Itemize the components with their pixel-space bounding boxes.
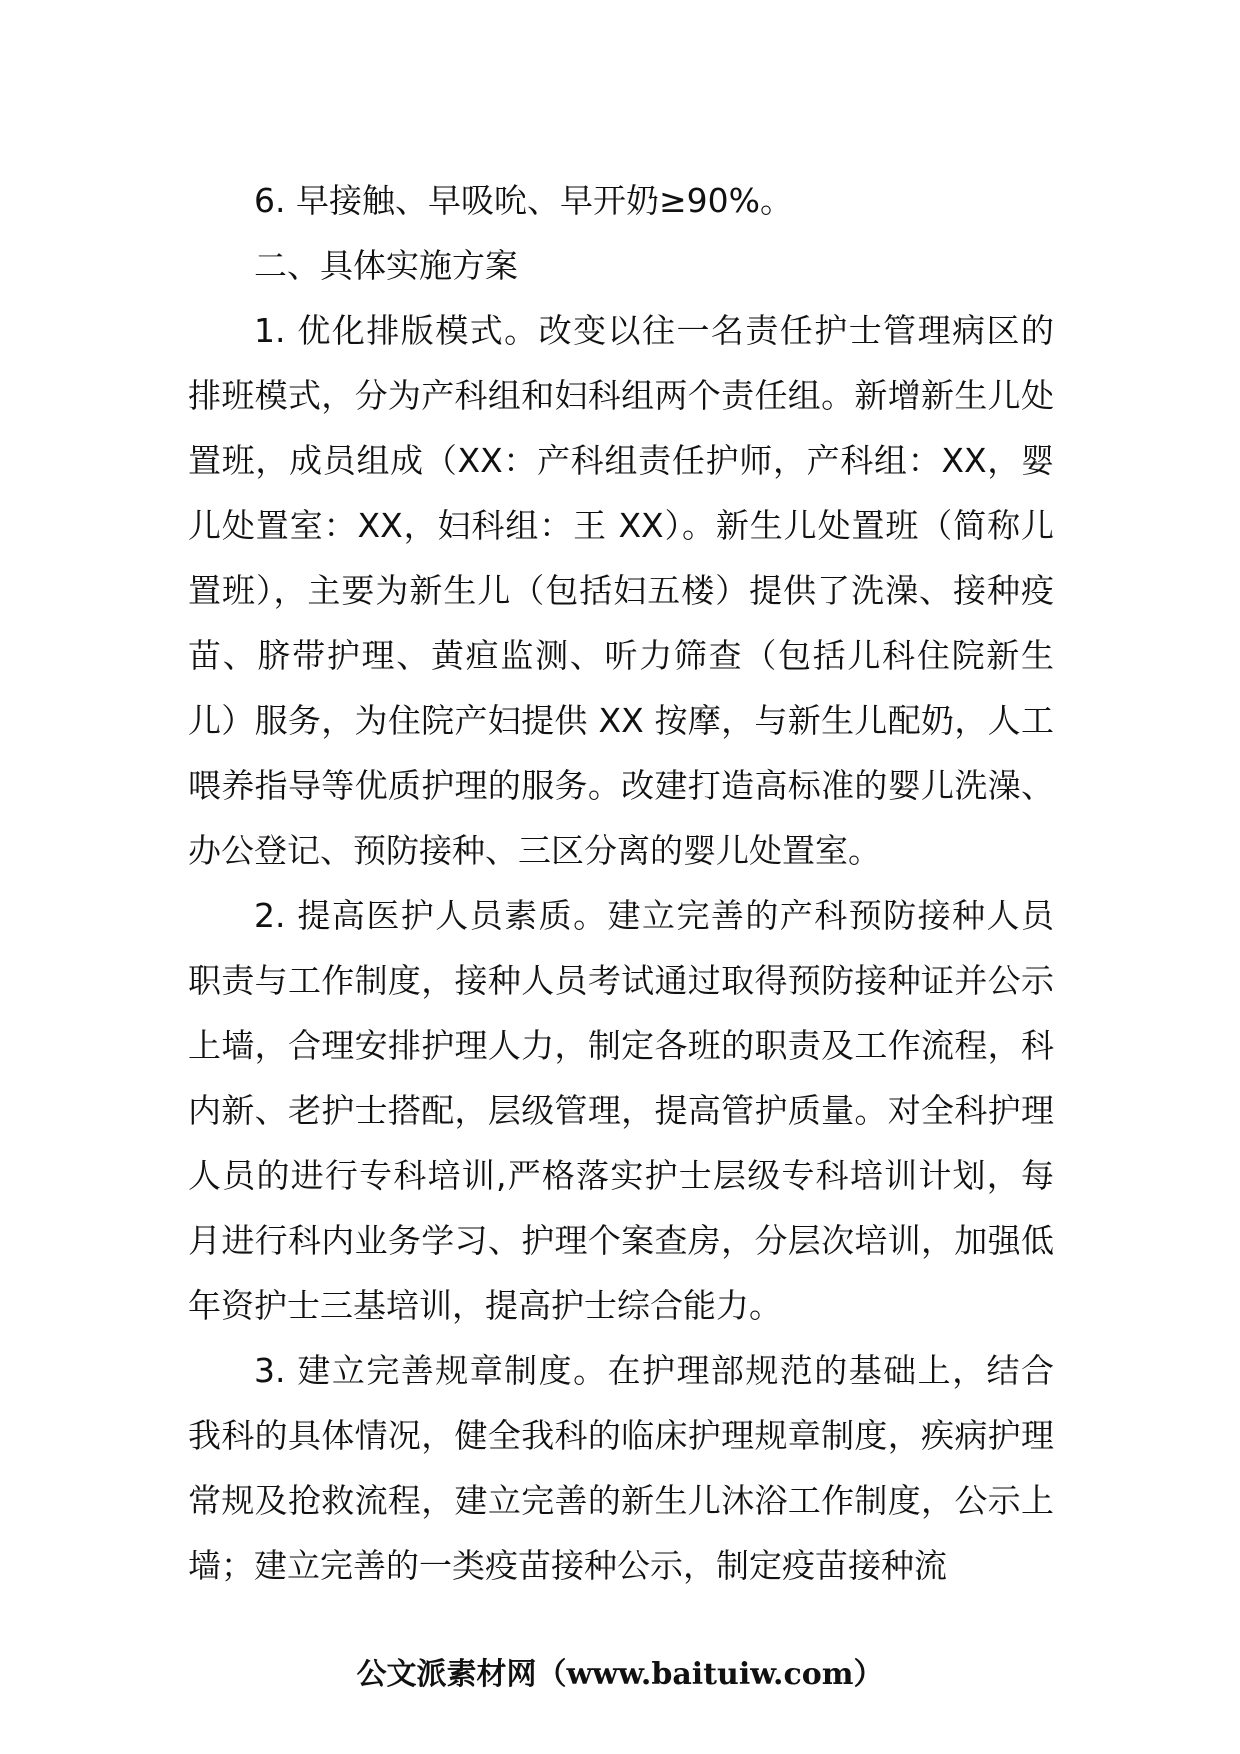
paragraph-target-item-6: 6. 早接触、早吸吮、早开奶≥90%。 [254, 181, 793, 220]
document-body [188, 168, 1054, 1598]
paragraph-establish-regulations: 3. 建立完善规章制度。在护理部规范的基础上，结合我科的具体情况，健全我科的临床护理规章制度，疾病护理常规及抢救流程，建立完善的新生儿沐浴工作制度，公示上墙；建立完善的一类疫苗接种公示，制定疫苗接种流 [188, 1351, 1054, 1585]
paragraph-improve-staff-quality: 2. 提高医护人员素质。建立完善的产科预防接种人员职责与工作制度，接种人员考试通过取得预防接种证并公示上墙，合理安排护理人力，制定各班的职责及工作流程，科内新、老护士搭配，层级管理，提高管护质量。对全科护理人员的进行专科培训,严格落实护士层级专科培训计划，每月进行科内业务学习、护理个案查房，分层次培训，加强低年资护士三基培训，提高护士综合能力。 [188, 896, 1054, 1325]
paragraph-optimize-scheduling: 1. 优化排版模式。改变以往一名责任护士管理病区的排班模式，分为产科组和妇科组两个责任组。新增新生儿处置班，成员组成（XX：产科组责任护师，产科组：XX，婴儿处置室：XX，妇科组：王 XX）。新生儿处置班（简称儿置班），主要为新生儿（包括妇五楼）提供了洗澡、接种疫苗、脐带护理、黄疸监测、听力筛查（包括儿科住院新生儿）服务，为住院产妇提供 XX 按摩，与新生儿配奶，人工喂养指导等优质护理的服务。改建打造高标准的婴儿洗澡、办公登记、预防接种、三区分离的婴儿处置室。 [188, 311, 1054, 870]
footer-watermark: 公文派素材网（www.baituiw.com） [356, 1657, 884, 1692]
section-heading-implementation-plan: 二、具体实施方案 [254, 246, 518, 285]
